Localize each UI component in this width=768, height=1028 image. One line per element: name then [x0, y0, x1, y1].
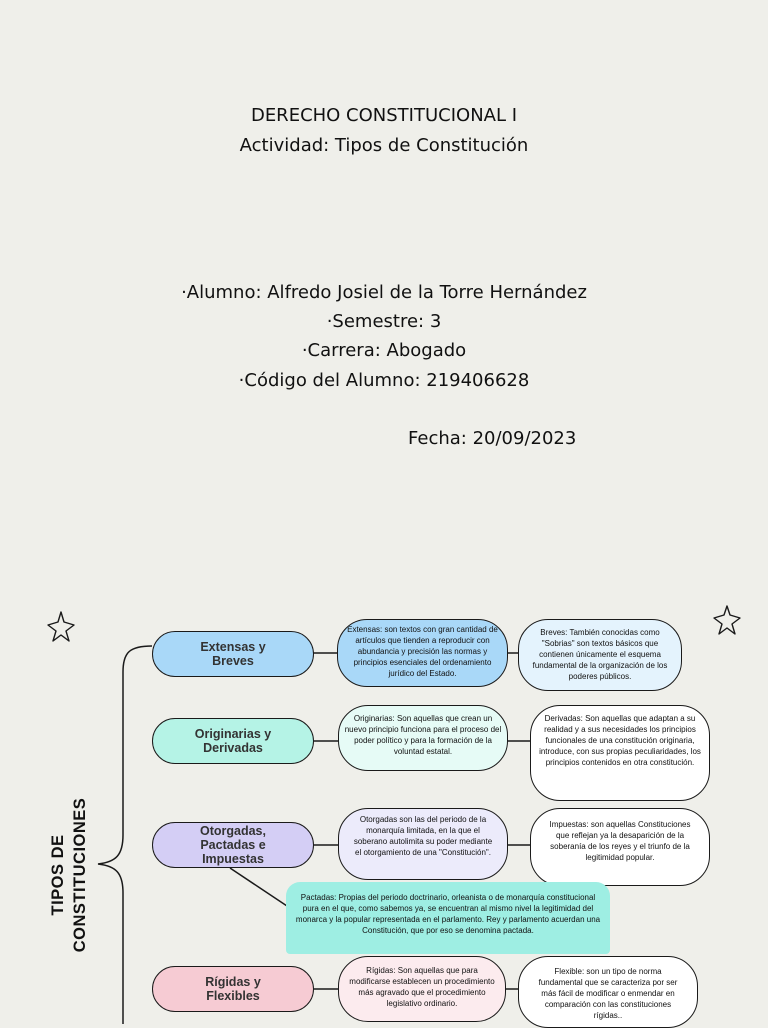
description-impuestas: Impuestas: son aquellas Constituciones que reflejan ya la desaparición de la soberanía de los reyes y el triunfo de la legitimidad popular. — [530, 808, 710, 886]
description-breves: Breves: También conocidas como "Sobrias" son textos básicos que contienen únicamente el esquema fundamental de la organización de los poderes públicos. — [518, 619, 682, 691]
description-pactadas: Pactadas: Propias del periodo doctrinario, orleanista o de monarquía constitucional pura en el que, como sabemos ya, se encuentran al mismo nivel la legitimidad del monarca y la popular representada en el parlamento. Rey y parlamento acuerdan una Constitución, que por eso se denomina pactada. — [286, 882, 610, 954]
description-rigidas: Rígidas: Son aquellas que para modificarse establecen un procedimiento más agravado que el procedimiento legislativo ordinario. — [338, 956, 506, 1022]
category-label: Otorgadas, Pactadas e Impuestas — [200, 824, 266, 866]
category-originarias-derivadas — [152, 718, 314, 764]
star-icon — [48, 612, 74, 641]
student-name: ·Alumno: Alfredo Josiel de la Torre Hernández — [181, 282, 587, 303]
category-label: Rígidas y Flexibles — [205, 975, 261, 1003]
student-career: ·Carrera: Abogado — [301, 340, 467, 361]
description-extensas: Extensas: son textos con gran cantidad de artículos que tienden a reproducir con abundancia y precisión las normas y principios esenciales del ordenamiento jurídico del Estado. — [337, 619, 508, 687]
star-icon — [714, 606, 740, 634]
diagram-title-line2: CONSTITUCIONES — [71, 797, 89, 953]
diagram-title — [34, 785, 104, 965]
student-code: ·Código del Alumno: 219406628 — [238, 370, 530, 391]
description-originarias: Originarias: Son aquellas que crean un nuevo principio funciona para el proceso del poder político y para la formación de la voluntad estatal. — [338, 705, 508, 771]
description-flexibles: Flexible: son un tipo de norma fundamental que se caracteriza por ser más fácil de modificar o enmendar en comparación con las constituciones rígidas.. — [518, 956, 698, 1028]
diagram-title-line1: TIPOS DE — [49, 834, 67, 916]
description-otorgadas: Otorgadas son las del periodo de la monarquía limitada, en la que el soberano autolimita su poder mediante el otorgamiento de una "Constitución". — [338, 808, 508, 880]
category-otorgadas-pactadas-impuestas — [152, 822, 314, 868]
category-label: Extensas y Breves — [200, 640, 266, 668]
category-extensas-breves — [152, 631, 314, 677]
activity-title: Actividad: Tipos de Constitución — [239, 135, 529, 156]
category-label: Originarias y Derivadas — [194, 727, 272, 755]
description-derivadas: Derivadas: Son aquellas que adaptan a su realidad y a sus necesidades los principios funcionales de una constitución originaria, introduce, con sus propias peculiaridades, los principios contenidos en otra constitución. — [530, 705, 710, 801]
course-title: DERECHO CONSTITUCIONAL I — [250, 105, 518, 126]
student-semester: ·Semestre: 3 — [326, 311, 442, 332]
date: Fecha: 20/09/2023 — [408, 428, 577, 449]
category-rigidas-flexibles — [152, 966, 314, 1012]
